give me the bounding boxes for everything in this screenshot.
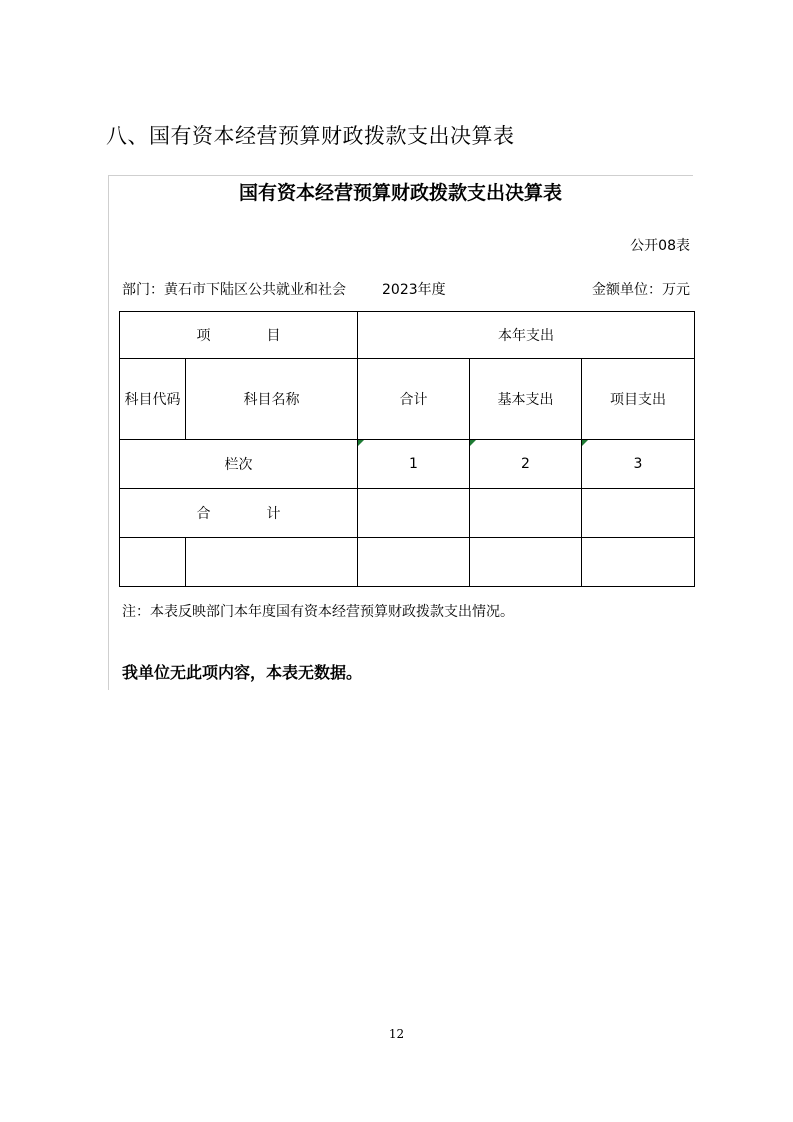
col-project-expenditure: 项目支出 <box>582 359 695 440</box>
col-basic-expenditure: 基本支出 <box>470 359 582 440</box>
total-row <box>120 489 695 538</box>
col-subject-code: 科目代码 <box>120 359 186 440</box>
col-subject-name: 科目名称 <box>186 359 358 440</box>
total-basic-cell <box>470 489 582 538</box>
total-cell <box>358 489 470 538</box>
empty-cell <box>470 538 582 587</box>
empty-cell <box>358 538 470 587</box>
page-number: 12 <box>388 1027 405 1041</box>
table-title: 国有资本经营预算财政拨款支出决算表 <box>238 182 562 204</box>
empty-cell <box>186 538 358 587</box>
column-number-label: 栏次 <box>120 440 358 489</box>
table-row <box>120 538 695 587</box>
department-label: 部门：黄石市下陆区公共就业和社会 <box>122 282 346 298</box>
form-code: 公开08表 <box>630 238 690 254</box>
col-total: 合计 <box>358 359 470 440</box>
unit-label: 金额单位：万元 <box>592 282 690 298</box>
column-number-3: 3 <box>582 440 695 489</box>
empty-cell <box>120 538 186 587</box>
column-number-2: 2 <box>470 440 582 489</box>
frame-left-border <box>108 175 109 690</box>
frame-top-border <box>108 175 693 176</box>
column-number-row <box>120 440 695 489</box>
table-note: 注：本表反映部门本年度国有资本经营预算财政拨款支出情况。 <box>122 604 514 620</box>
header-current-year-cell: 本年支出 <box>358 312 695 359</box>
table-subheader-row <box>120 359 695 440</box>
empty-cell <box>582 538 695 587</box>
budget-table <box>119 311 695 587</box>
section-heading: 八、国有资本经营预算财政拨款支出决算表 <box>106 124 515 148</box>
total-project-cell <box>582 489 695 538</box>
total-row-label: 合 计 <box>120 489 358 538</box>
header-item-cell: 项 目 <box>120 312 358 359</box>
column-number-1: 1 <box>358 440 470 489</box>
year-label: 2023年度 <box>382 282 446 298</box>
table-header-row <box>120 312 695 359</box>
no-data-statement: 我单位无此项内容，本表无数据。 <box>122 663 363 682</box>
